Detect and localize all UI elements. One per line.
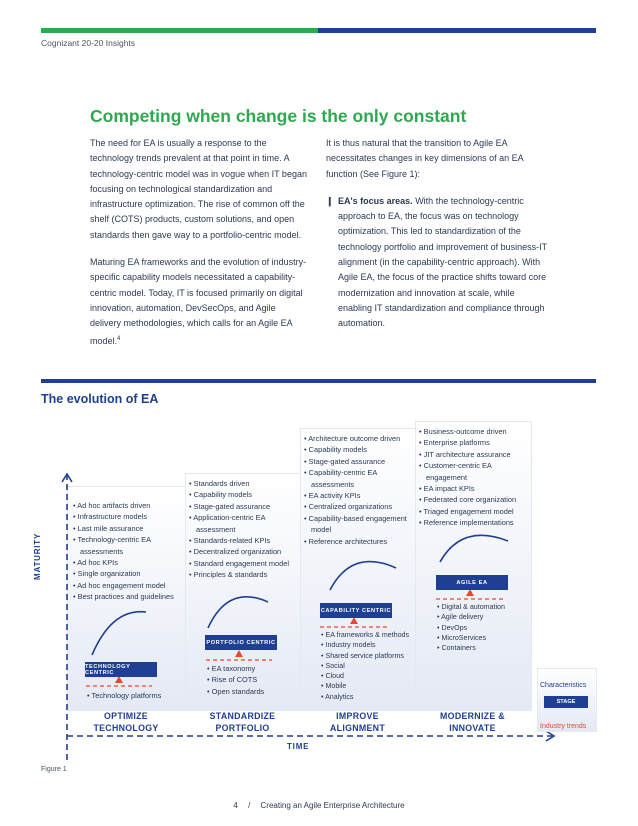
- stage-badge-1: TECHNOLOGY CENTRIC: [85, 662, 157, 677]
- paragraph: Maturing EA frameworks and the evolution of industry-specific capability models necessitated a capability-centric model. Today, IT is focused primarily on digital innovation, automation, DevSecOps, and Agile delivery methodologies, which calls for an Agile EA model.$^4$: [90, 257, 307, 346]
- list-item: • Cloud: [321, 671, 414, 681]
- maturity-curve-4: [440, 535, 508, 562]
- list-item: • Open standards: [207, 686, 299, 697]
- bullet-marker: ❙: [326, 195, 334, 206]
- y-axis-label: MATURITY: [33, 532, 42, 580]
- trend-list-4: [437, 602, 529, 653]
- publication-label: Cognizant 20-20 Insights: [41, 38, 136, 48]
- stage-badge-4: AGILE EA: [436, 575, 508, 590]
- list-item: • Standards driven: [189, 478, 299, 489]
- list-item: • Agile delivery: [437, 612, 529, 622]
- list-item: • Ad hoc engagement model: [73, 580, 183, 591]
- list-item: • Digital & automation: [437, 602, 529, 612]
- list-item: • Architecture outcome driven: [304, 433, 414, 444]
- list-item: • Standard engagement model: [189, 558, 299, 569]
- list-item: • Customer-centric EA engagement: [419, 460, 529, 483]
- stage-name-3: IMPROVE ALIGNMENT: [330, 711, 385, 733]
- list-item: • Shared service platforms: [321, 651, 414, 661]
- list-item: • Analytics: [321, 692, 414, 702]
- list-item: • Technology platforms: [87, 690, 183, 701]
- bullet-lead: EA's focus areas.: [338, 195, 413, 206]
- footnote-ref: 4: [117, 335, 121, 342]
- list-item: • Capability models: [304, 444, 414, 455]
- list-item: • EA activity KPIs: [304, 490, 414, 501]
- trend-list-3: [321, 630, 414, 702]
- list-item: • Containers: [437, 643, 529, 653]
- trend-list-1: [87, 690, 183, 701]
- stage-name-2: STANDARDIZE PORTFOLIO: [209, 711, 276, 733]
- stage-name-4: MODERNIZE & INNOVATE: [440, 711, 505, 733]
- list-item: • Reference implementations: [419, 517, 529, 528]
- x-axis-label: TIME: [287, 742, 310, 751]
- list-item: • Standards-related KPIs: [189, 535, 299, 546]
- list-item: • Stage-gated assurance: [304, 456, 414, 467]
- figure-title: The evolution of EA: [41, 392, 159, 406]
- list-item: • Principles & standards: [189, 569, 299, 580]
- paragraph: The need for EA is usually a response to the technology trends prevalent at that point in time. A technology-centric model was in vogue when IT began focusing on technological standardization and infrastructure optimization. The rise of common off the shelf (COTS) products, custom solutions, and open standards then gave way to a portfolio-centric model.: [90, 138, 307, 240]
- list-item: • Reference architectures: [304, 536, 414, 547]
- list-item: • Technology-centric EA assessments: [73, 534, 183, 557]
- paragraph: It is thus natural that the transition to Agile EA necessitates changes in key dimensions of an EA function (See Figure 1):: [326, 138, 524, 179]
- list-item: • Stage-gated assurance: [189, 501, 299, 512]
- list-item: • Mobile: [321, 681, 414, 691]
- page-footer: [0, 801, 638, 810]
- trend-triangle-2: [235, 650, 243, 657]
- list-item: • Capability models: [189, 489, 299, 500]
- footer-title: Creating an Agile Enterprise Architecture: [260, 801, 405, 810]
- page-number: 4: [233, 801, 238, 810]
- stage-name-1: OPTIMIZE TECHNOLOGY: [93, 711, 159, 733]
- list-item: • EA impact KPIs: [419, 483, 529, 494]
- list-item: • Social: [321, 661, 414, 671]
- list-item: • Last mile assurance: [73, 523, 183, 534]
- list-item: • Centralized organizations: [304, 501, 414, 512]
- stage-badge-3: CAPABILITY CENTRIC: [320, 603, 392, 618]
- list-item: • Rise of COTS: [207, 674, 299, 685]
- bullet-text: With the technology-centric approach to EA, the focus was on technology optimization. This led to standardization of the technology portfolio and improvement of business-IT alignment (in the capability-centric approach). With Agile EA, the focus of the practice shifts toward core modernization and innovation at scale, while enabling IT standardization and compliance through automation.: [338, 195, 547, 329]
- stage-badge-2: PORTFOLIO CENTRIC: [205, 635, 277, 650]
- list-item: • Best practices and guidelines: [73, 591, 183, 602]
- list-item: • Ad hoc artifacts driven: [73, 500, 183, 511]
- list-item: • DevOps: [437, 623, 529, 633]
- list-item: • Industry models: [321, 640, 414, 650]
- trend-list-2: [207, 663, 299, 697]
- list-item: • Single organization: [73, 568, 183, 579]
- figure-caption: Figure 1: [41, 766, 67, 773]
- list-item: • EA taxonomy: [207, 663, 299, 674]
- trend-triangle-1: [115, 676, 123, 683]
- list-item: • Business-outcome driven: [419, 426, 529, 437]
- list-item: • JIT architecture assurance: [419, 449, 529, 460]
- list-item: • Application-centric EA assessment: [189, 512, 299, 535]
- list-item: • Decentralized organization: [189, 546, 299, 557]
- maturity-curve-2: [208, 597, 268, 628]
- list-item: • Enterprise platforms: [419, 437, 529, 448]
- legend-industry-trends: Industry trends: [540, 723, 587, 730]
- legend-characteristics: Characteristics: [540, 682, 587, 689]
- list-item: • MicroServices: [437, 633, 529, 643]
- list-item: • Infrastructure models: [73, 511, 183, 522]
- legend-stage-badge: STAGE: [544, 696, 588, 708]
- trend-triangle-4: [466, 589, 474, 596]
- maturity-curve-3: [330, 562, 396, 590]
- list-item: • Capability-centric EA assessments: [304, 467, 414, 490]
- list-item: • Capability-based engagement model: [304, 513, 414, 536]
- list-item: • EA frameworks & methods: [321, 630, 414, 640]
- article-headline: Competing when change is the only constant: [90, 106, 467, 126]
- trend-triangle-3: [350, 617, 358, 624]
- list-item: • Triaged engagement model: [419, 506, 529, 517]
- footer-separator: /: [248, 801, 251, 810]
- list-item: • Federated core organization: [419, 494, 529, 505]
- list-item: • Ad hoc KPIs: [73, 557, 183, 568]
- maturity-curve-1: [92, 612, 146, 655]
